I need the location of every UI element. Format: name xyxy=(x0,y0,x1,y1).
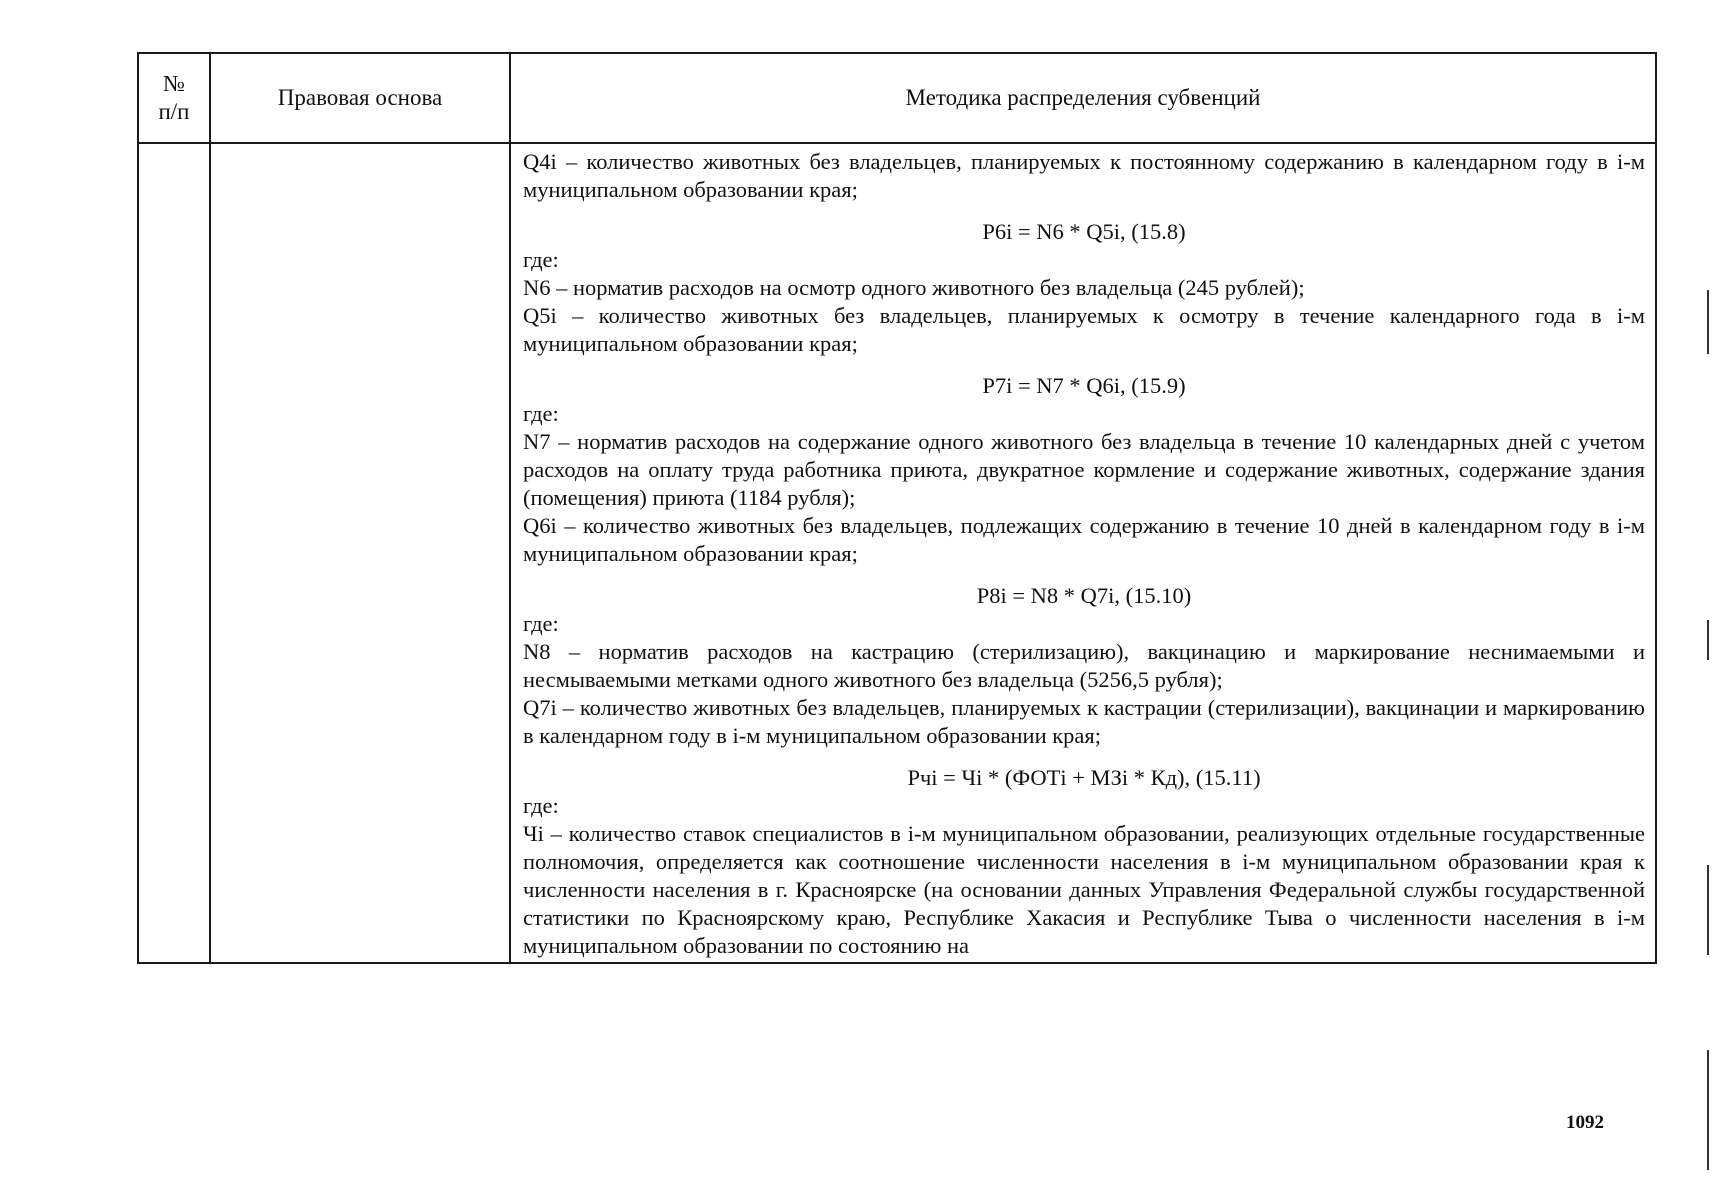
formula-15-11: Рчi = Чi * (ФОТi + МЗi * Кд), (15.11) xyxy=(907,765,1261,790)
method-paragraph: Q4i – количество животных без владельцев, планируемых к постоянному содержанию в календарном году в i-м муниципальном образовании края; xyxy=(523,149,1645,202)
method-paragraph: Q5i – количество животных без владельцев, планируемых к осмотру в течение календарного года в i-м муниципальном образовании края; xyxy=(523,303,1645,356)
row-method-cell xyxy=(510,143,1656,963)
method-paragraph: Q7i – количество животных без владельцев, планируемых к кастрации (стерилизации), вакцинации и маркированию в календарном году в i-м муниципальном образовании края; xyxy=(523,695,1645,748)
method-paragraph: N6 – норматив расходов на осмотр одного животного без владельца (245 рублей); xyxy=(523,275,1305,300)
scan-edge-mark xyxy=(1707,290,1709,354)
header-number-abbrev: п/п xyxy=(158,99,190,124)
formula-15-9: P7i = N7 * Q6i, (15.9) xyxy=(982,373,1186,398)
method-paragraph: N8 – норматив расходов на кастрацию (стерилизацию), вакцинацию и маркирование неснимаемыми и несмываемыми метками одного животного без владельца (5256,5 рубля); xyxy=(523,639,1645,692)
formula-15-10: P8i = N8 * Q7i, (15.10) xyxy=(976,583,1192,608)
method-paragraph: где: xyxy=(523,793,559,818)
method-paragraph: где: xyxy=(523,401,559,426)
scan-edge-mark xyxy=(1707,1050,1709,1170)
header-method: Методика распределения субвенций xyxy=(510,53,1656,143)
page-number: 1092 xyxy=(1566,1112,1604,1133)
method-paragraph: N7 – норматив расходов на содержание одного животного без владельца в течение 10 календарных дней с учетом расходов на оплату труда работника приюта, двукратное кормление и содержание животных, содержание здания (помещения) приюта (1184 рубля); xyxy=(523,429,1645,510)
table-header-row xyxy=(138,53,1656,143)
row-legal-basis-cell xyxy=(210,143,510,963)
method-paragraph: Q6i – количество животных без владельцев, подлежащих содержанию в течение 10 дней в календарном году в i-м муниципальном образовании края; xyxy=(523,513,1645,566)
header-number xyxy=(138,53,210,143)
row-number-cell xyxy=(138,143,210,963)
method-paragraph: где: xyxy=(523,247,559,272)
table-row xyxy=(138,143,1656,963)
scan-edge-mark xyxy=(1707,865,1709,955)
subvention-method-table xyxy=(137,52,1657,964)
header-number-sign: № xyxy=(163,71,185,96)
header-legal-basis: Правовая основа xyxy=(210,53,510,143)
formula-15-8: P6i = N6 * Q5i, (15.8) xyxy=(982,219,1186,244)
method-paragraph: Чi – количество ставок специалистов в i-м муниципальном образовании, реализующих отдельные государственные полномочия, определяется как соотношение численности населения в i-м муниципальном образовании края к численности населения в г. Красноярске (на основании данных Управления Федеральной службы государственной статистики по Красноярскому краю, Республике Хакасия и Республике Тыва о численности населения в i-м муниципальном образовании по состоянию на xyxy=(523,821,1645,958)
method-paragraph: где: xyxy=(523,611,559,636)
scan-edge-mark xyxy=(1707,620,1709,660)
